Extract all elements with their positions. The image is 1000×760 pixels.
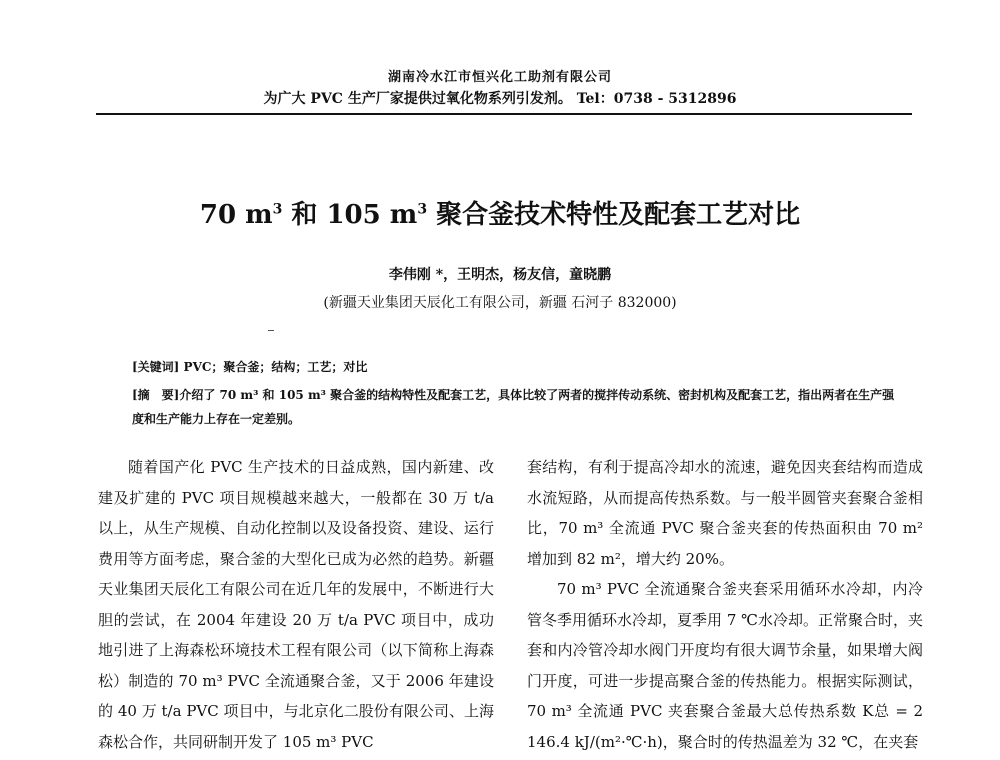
keywords-text: PVC；聚合釜；结构；工艺；对比: [183, 360, 368, 374]
body-paragraph: 70 m³ PVC 全流通聚合釜夹套采用循环水冷却，内冷管冬季用循环水冷却，夏季用 7 ℃水冷却。正常聚合时，夹套和内冷管冷却水阀门开度均有很大调节余量，如果增大阀门开度，可进一步提高聚合釜的传热能力。根据实际测试，70 m³ 全流通 PVC 夹套聚合釜最大总传热系数 K总 = 2 146.4 kJ/(m²·℃·h)，聚合时的传热温差为 32 ℃，在夹套: [527, 580, 923, 751]
keywords-label: [关键词]: [132, 360, 180, 374]
abstract-label: [摘 要]: [132, 388, 180, 402]
authors: 李伟刚 *，王明杰，杨友信，童晓鹏: [388, 267, 612, 283]
affiliation: (新疆天业集团天辰化工有限公司，新疆 石河子 832000): [323, 295, 677, 311]
header-rule: [96, 113, 912, 115]
body-column-right: [527, 452, 923, 757]
body-paragraph: 随着国产化 PVC 生产技术的日益成熟，国内新建、改建及扩建的 PVC 项目规模越来越大，一般都在 30 万 t/a 以上，从生产规模、自动化控制以及设备投资、建设、运行费用等方面考虑，聚合釜的大型化已成为必然的趋势。新疆天业集团天辰化工有限公司在近几年的发展中，不断进行大胆的尝试，在 2004 年建设 20 万 t/a PVC 项目中，成功地引进了上海森松环境技术工程有限公司（以下简称上海森松）制造的 70 m³ PVC 全流通聚合釜，又于 2006 年建设的 40 万 t/a PVC 项目中，与北京化二股份有限公司、上海森松合作，共同研制开发了 105 m³ PVC: [98, 458, 494, 751]
journal-header-company: 湖南冷水江市恒兴化工助剂有限公司: [387, 70, 612, 85]
title-mid: 和 105 m: [282, 200, 418, 230]
body-column-left: [98, 452, 494, 757]
title-sup-1: 3: [272, 201, 283, 218]
keywords: [132, 358, 912, 375]
journal-header-ad: 为广大 PVC 生产厂家提供过氧化物系列引发剂。 Tel：0738 - 5312896: [263, 91, 737, 107]
margin-mark: [268, 330, 274, 331]
title-prefix: 70 m: [199, 200, 273, 230]
article-title: [0, 194, 1000, 231]
title-suffix: 聚合釜技术特性及配套工艺对比: [427, 200, 801, 230]
body-paragraph-continued: 套结构，有利于提高冷却水的流速，避免因夹套结构而造成水流短路，从而提高传热系数。与一般半圆管夹套聚合釜相比，70 m³ 全流通 PVC 聚合釜夹套的传热面积由 70 m² 增加到 82 m²，增大约 20%。: [527, 458, 923, 568]
title-sup-2: 3: [417, 201, 428, 218]
abstract-text: 介绍了 70 m³ 和 105 m³ 聚合釜的结构特性及配套工艺，具体比较了两者的搅拌传动系统、密封机构及配套工艺，指出两者在生产强度和生产能力上存在一定差别。: [132, 388, 895, 426]
abstract: [132, 383, 902, 431]
